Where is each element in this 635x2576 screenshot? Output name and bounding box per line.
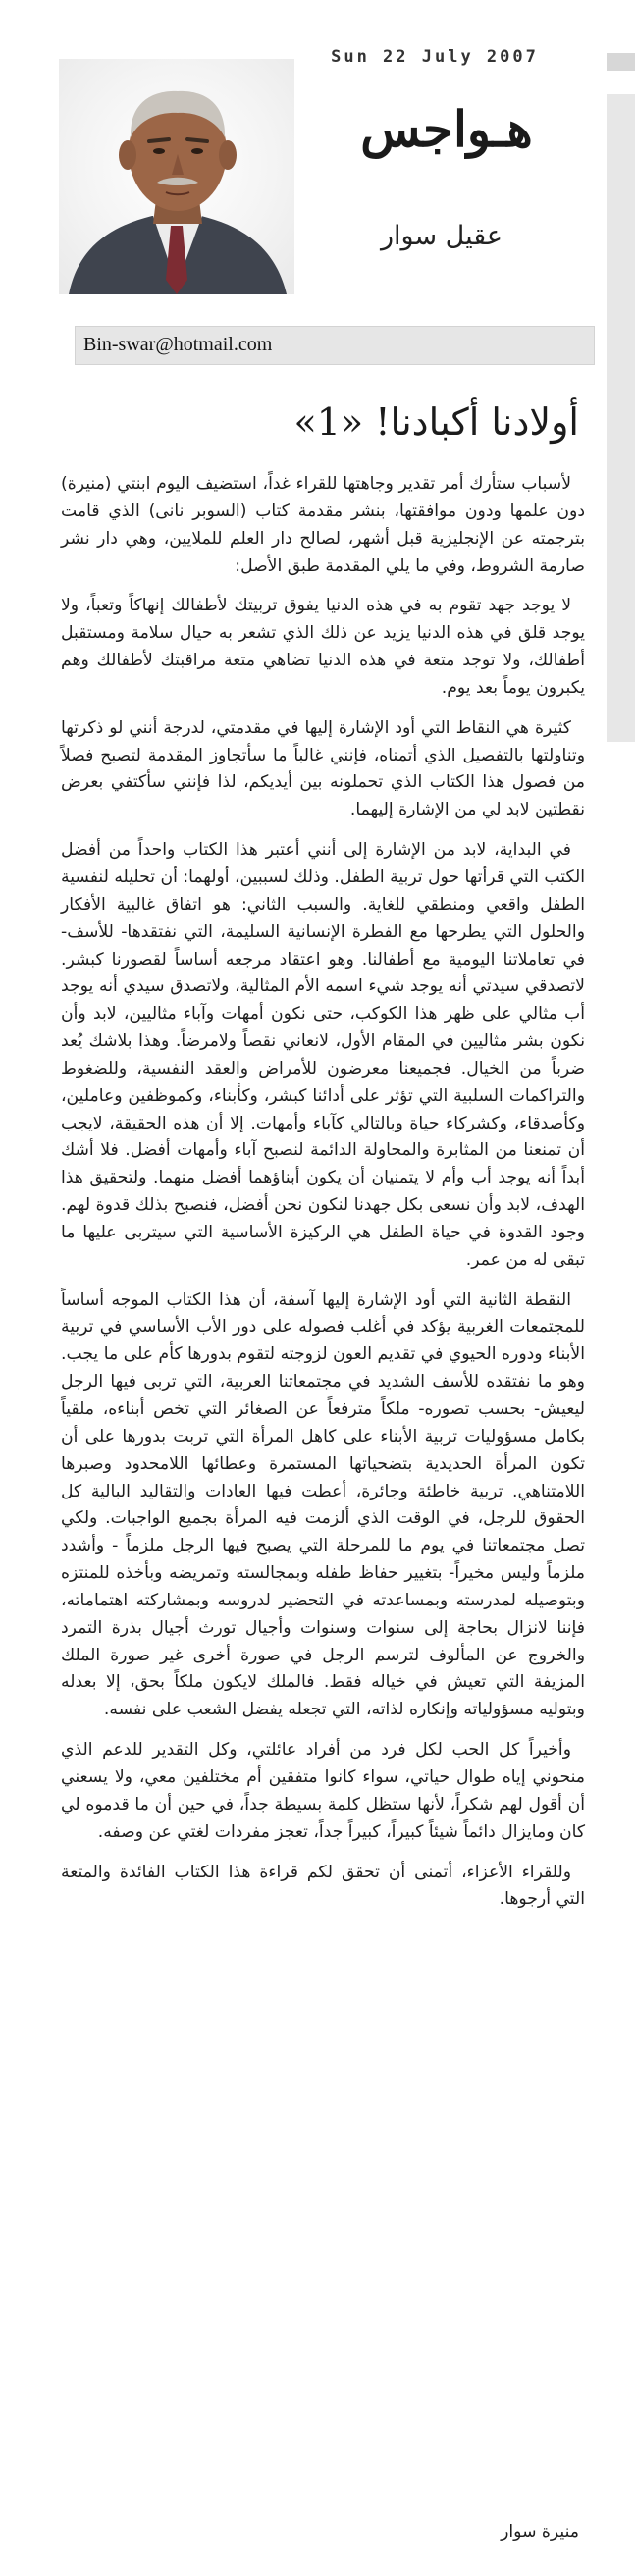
article-body [61, 471, 585, 1926]
column-title: هـواجس [360, 100, 533, 158]
article-paragraph: كثيرة هي النقاط التي أود الإشارة إليها في مقدمتي، لدرجة أنني لو ذكرتها وتناولتها بالتفصيل الذي أتمناه، فإنني غالباً ما سأتجاوز المقدمة لتصبح فصلاً من فصول هذا الكتاب الذي تحملونه بين أيديكم، لذا فإنني سأكتفي بعرض نقطتين لابد لي من الإشارة إليهما. [61, 717, 585, 820]
article-paragraph: النقطة الثانية التي أود الإشارة إليها آسفة، أن هذا الكتاب الموجه أساساً للمجتمعات الغربية يؤكد في أغلب فصوله على دور الأب الأساسي في تربية الأبناء ودوره الحيوي في تقديم العون لزوجته لتقوم بدورها كأم على ما يجب. وهو ما نفتقده للأسف الشديد في مجتمعاتنا العربية، التي تربى فيها الرجل ليعيش- بحسب تصوره- ملكاً مترفعاً عن الصغائر التي تخص أبناءه، ملقياً بكامل مسؤوليات تربية الأبناء على كاهل المرأة التي تربت بدورها على أن تكون المرأة الحديدية بتضحياتها المستمرة وعطائها اللامحدود وصبرها اللامتناهي. تربية خاطئة وجائرة، أعطت فيها العادات والتقاليد البالية كل الحقوق للرجل، في الوقت الذي ألزمت فيه المرأة بجميع الواجبات. ولكي تصل مجتمعاتنا في يوم ما للمرحلة التي يصبح فيها الرجل ملزماً - وأشدد ملزماً وليس مخيراً- بتغيير حفاظ طفله وبمجالسته وتمريضه وبأخذه للمنتزه وبتوصيله لمدرسته وبمساعدته في التحضير لدروسه وبمشاركته اهتماماته، فإننا لانزال بحاجة إلى سنوات وسنوات وأجيال تورث أجيال بذرة التمرد والخروج عن المألوف لترسم الرجل في صورة أخرى غير صورة الملك المزيفة التي تعيش في خياله فقط. فالملك لايكون ملكاً بحق، إلا بعدله وبتوليه مسؤولياته وإنكاره لذاته، التي تجعله يفضل الشعب على نفسه. [61, 1289, 585, 1720]
publication-date: Sun 22 July 2007 [331, 47, 539, 67]
top-right-strip [607, 53, 635, 71]
article-paragraph: لا يوجد جهد تقوم به في هذه الدنيا يفوق تربيتك لأطفالك إنهاكاً وتعباً، ولا يوجد قلق في هذه الدنيا يزيد عن ذلك الذي تشعر به حيال سلامة ومستقبل أطفالك، ولا توجد متعة في هذه الدنيا تضاهي متعة مراقبتك لأطفالك وهم يكبرون يوماً بعد يوم. [61, 596, 585, 698]
article-paragraph: لأسباب ستأرك أمر تقدير وجاهتها للقراء غداً، استضيف اليوم ابنتي (منيرة) دون علمها ودون موافقتها، بنشر مقدمة كتاب (السوبر نانى) الذي قامت بترجمته عن الإنجليزية قبل أشهر، لصالح دار العلم للملايين، وهي دار نشر صارمة الشروط، وفي ما يلي المقدمة طبق الأصل: [61, 474, 585, 576]
author-photo [59, 59, 294, 294]
side-gray-strip [607, 94, 635, 742]
article-paragraph: في البداية، لابد من الإشارة إلى أنني أعتبر هذا الكتاب واحداً من أفضل الكتب التي قرأتها حول تربية الطفل. وذلك لسببين، أولهما: أن تحليله لنفسية الطفل واقعي ومنطقي للغاية. والسبب الثاني: هو اتفاق غالبية الأفكار والحلول التي يطرحها مع الفطرة الإنسانية السليمة، التي نفتقدها- للأسف- في تعاملاتنا اليومية مع أطفالنا. وهو اعتقاد مرجعه أساساً لقصورنا كبشر. لاتصدقي سيدتي أنه يوجد شيء اسمه الأم المثالية، ولاتصدق سيدي أنه يوجد أب مثالي على ظهر هذا الكوكب، حتى نكون أمهات وآباء مثاليين، لابد وأن نكون بشر مثاليين في المقام الأول، لانعاني نقصاً ولامرضاً. وهذا بلاشك يُعد ضرباً من الخيال. فجميعنا معرضون للأمراض والعقد النفسية، وللضغوط والتراكمات السلبية التي تؤثر على أدائنا كبشر، وكأبناء، وكموظفين وعاملين، وكأصدقاء، وكشركاء حياة وبالتالي كآباء وأمهات. إلا أن هذه الحقيقة، لايجب أن تمنعنا من المثابرة والمحاولة الدائمة لنصبح آباء وأمهات أفضل. فلا أشك أبداً أنه يوجد أب وأم لا يتمنيان أن يكون أبناؤهما أفضل منهما. ولتحقيق هذا الهدف، لابد وأن نسعى بكل جهدنا لنكون نحن أفضل، فنصبح بذلك قدوة لهم. وجود القدوة في حياة الطفل هي الركيزة الأساسية التي سيتربى عليها ما تبقى له من عمر. [61, 840, 585, 1270]
article-paragraph: وأخيراً كل الحب لكل فرد من أفراد عائلتي، وكل التقدير للدعم الذي منحوني إياه طوال حياتي، سواء كانوا متفقين أم مختلفين معي، ولا يسعني أن أقول لهم شكراً، لأنها ستظل كلمة بسيطة جداً، في حين أن ما قدموه لي كان ومايزال دائماً شيئاً كبيراً، كبيراً جداً، تعجز مفردات لغتي عن وصفه. [61, 1740, 585, 1842]
email-bar [75, 326, 595, 365]
article-headline: أولادنا أكبادنا! «1» [293, 400, 579, 444]
article-signature: منيرة سوار [501, 2522, 579, 2542]
author-email-link[interactable]: Bin-swar@hotmail.com [83, 334, 273, 355]
author-name: عقيل سوار [380, 221, 503, 251]
author-portrait-image [59, 59, 294, 294]
article-paragraph: وللقراء الأعزاء، أتمنى أن تحقق لكم قراءة هذا الكتاب الفائدة والمتعة التي أرجوها. [61, 1862, 585, 1910]
